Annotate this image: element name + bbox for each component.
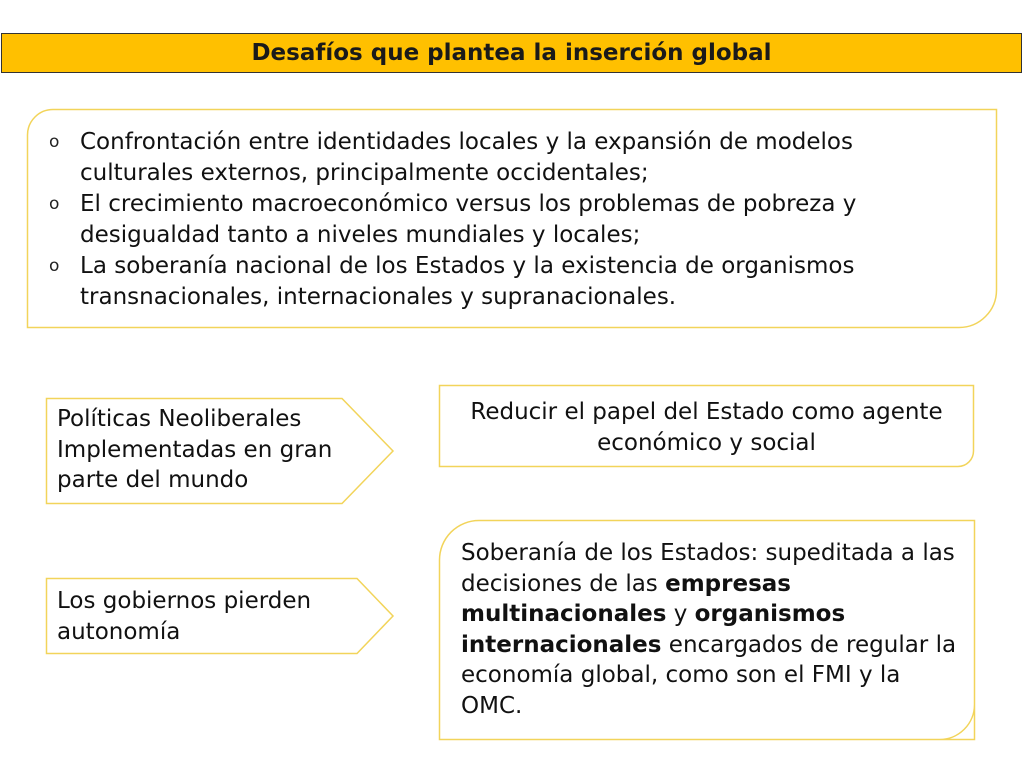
governments-arrow-box [46, 578, 396, 654]
bullet-circle-icon: o [49, 194, 60, 214]
policies-result-box [439, 385, 974, 467]
sovereignty-text: Soberanía de los Estados: supeditada a las decisiones de las empresas multinacionales y organismos internacionales encargados de regular la economía global, como son el FMI y la OMC. [461, 540, 957, 719]
emphasis-international-orgs: organismos internacionales [461, 601, 846, 658]
bullet-circle-icon: o [49, 132, 60, 152]
challenge-item: o La soberanía nacional de los Estados y la existencia de organismos transnacionales, internacionales y supranacionales. [49, 253, 855, 310]
challenges-list [27, 127, 967, 313]
slide-title: Desafíos que plantea la inserción global [1, 33, 1022, 73]
bullet-circle-icon: o [49, 256, 60, 276]
governments-label: Los gobiernos pierden autonomía [57, 588, 312, 645]
challenge-item: o El crecimiento macroeconómico versus los problemas de pobreza y desigualdad tanto a niveles mundiales y locales; [49, 191, 857, 248]
policies-result-text: Reducir el papel del Estado como agente económico y social [470, 399, 943, 456]
challenges-box [27, 109, 997, 328]
policies-label: Políticas Neoliberales Implementadas en gran parte del mundo [57, 406, 333, 493]
policies-arrow-box [46, 398, 396, 504]
sovereignty-result-box [439, 520, 975, 740]
challenge-item: o Confrontación entre identidades locales y la expansión de modelos culturales externos, principalmente occidentales; [49, 129, 853, 186]
emphasis-multinationals: empresas multinacionales [461, 570, 791, 627]
